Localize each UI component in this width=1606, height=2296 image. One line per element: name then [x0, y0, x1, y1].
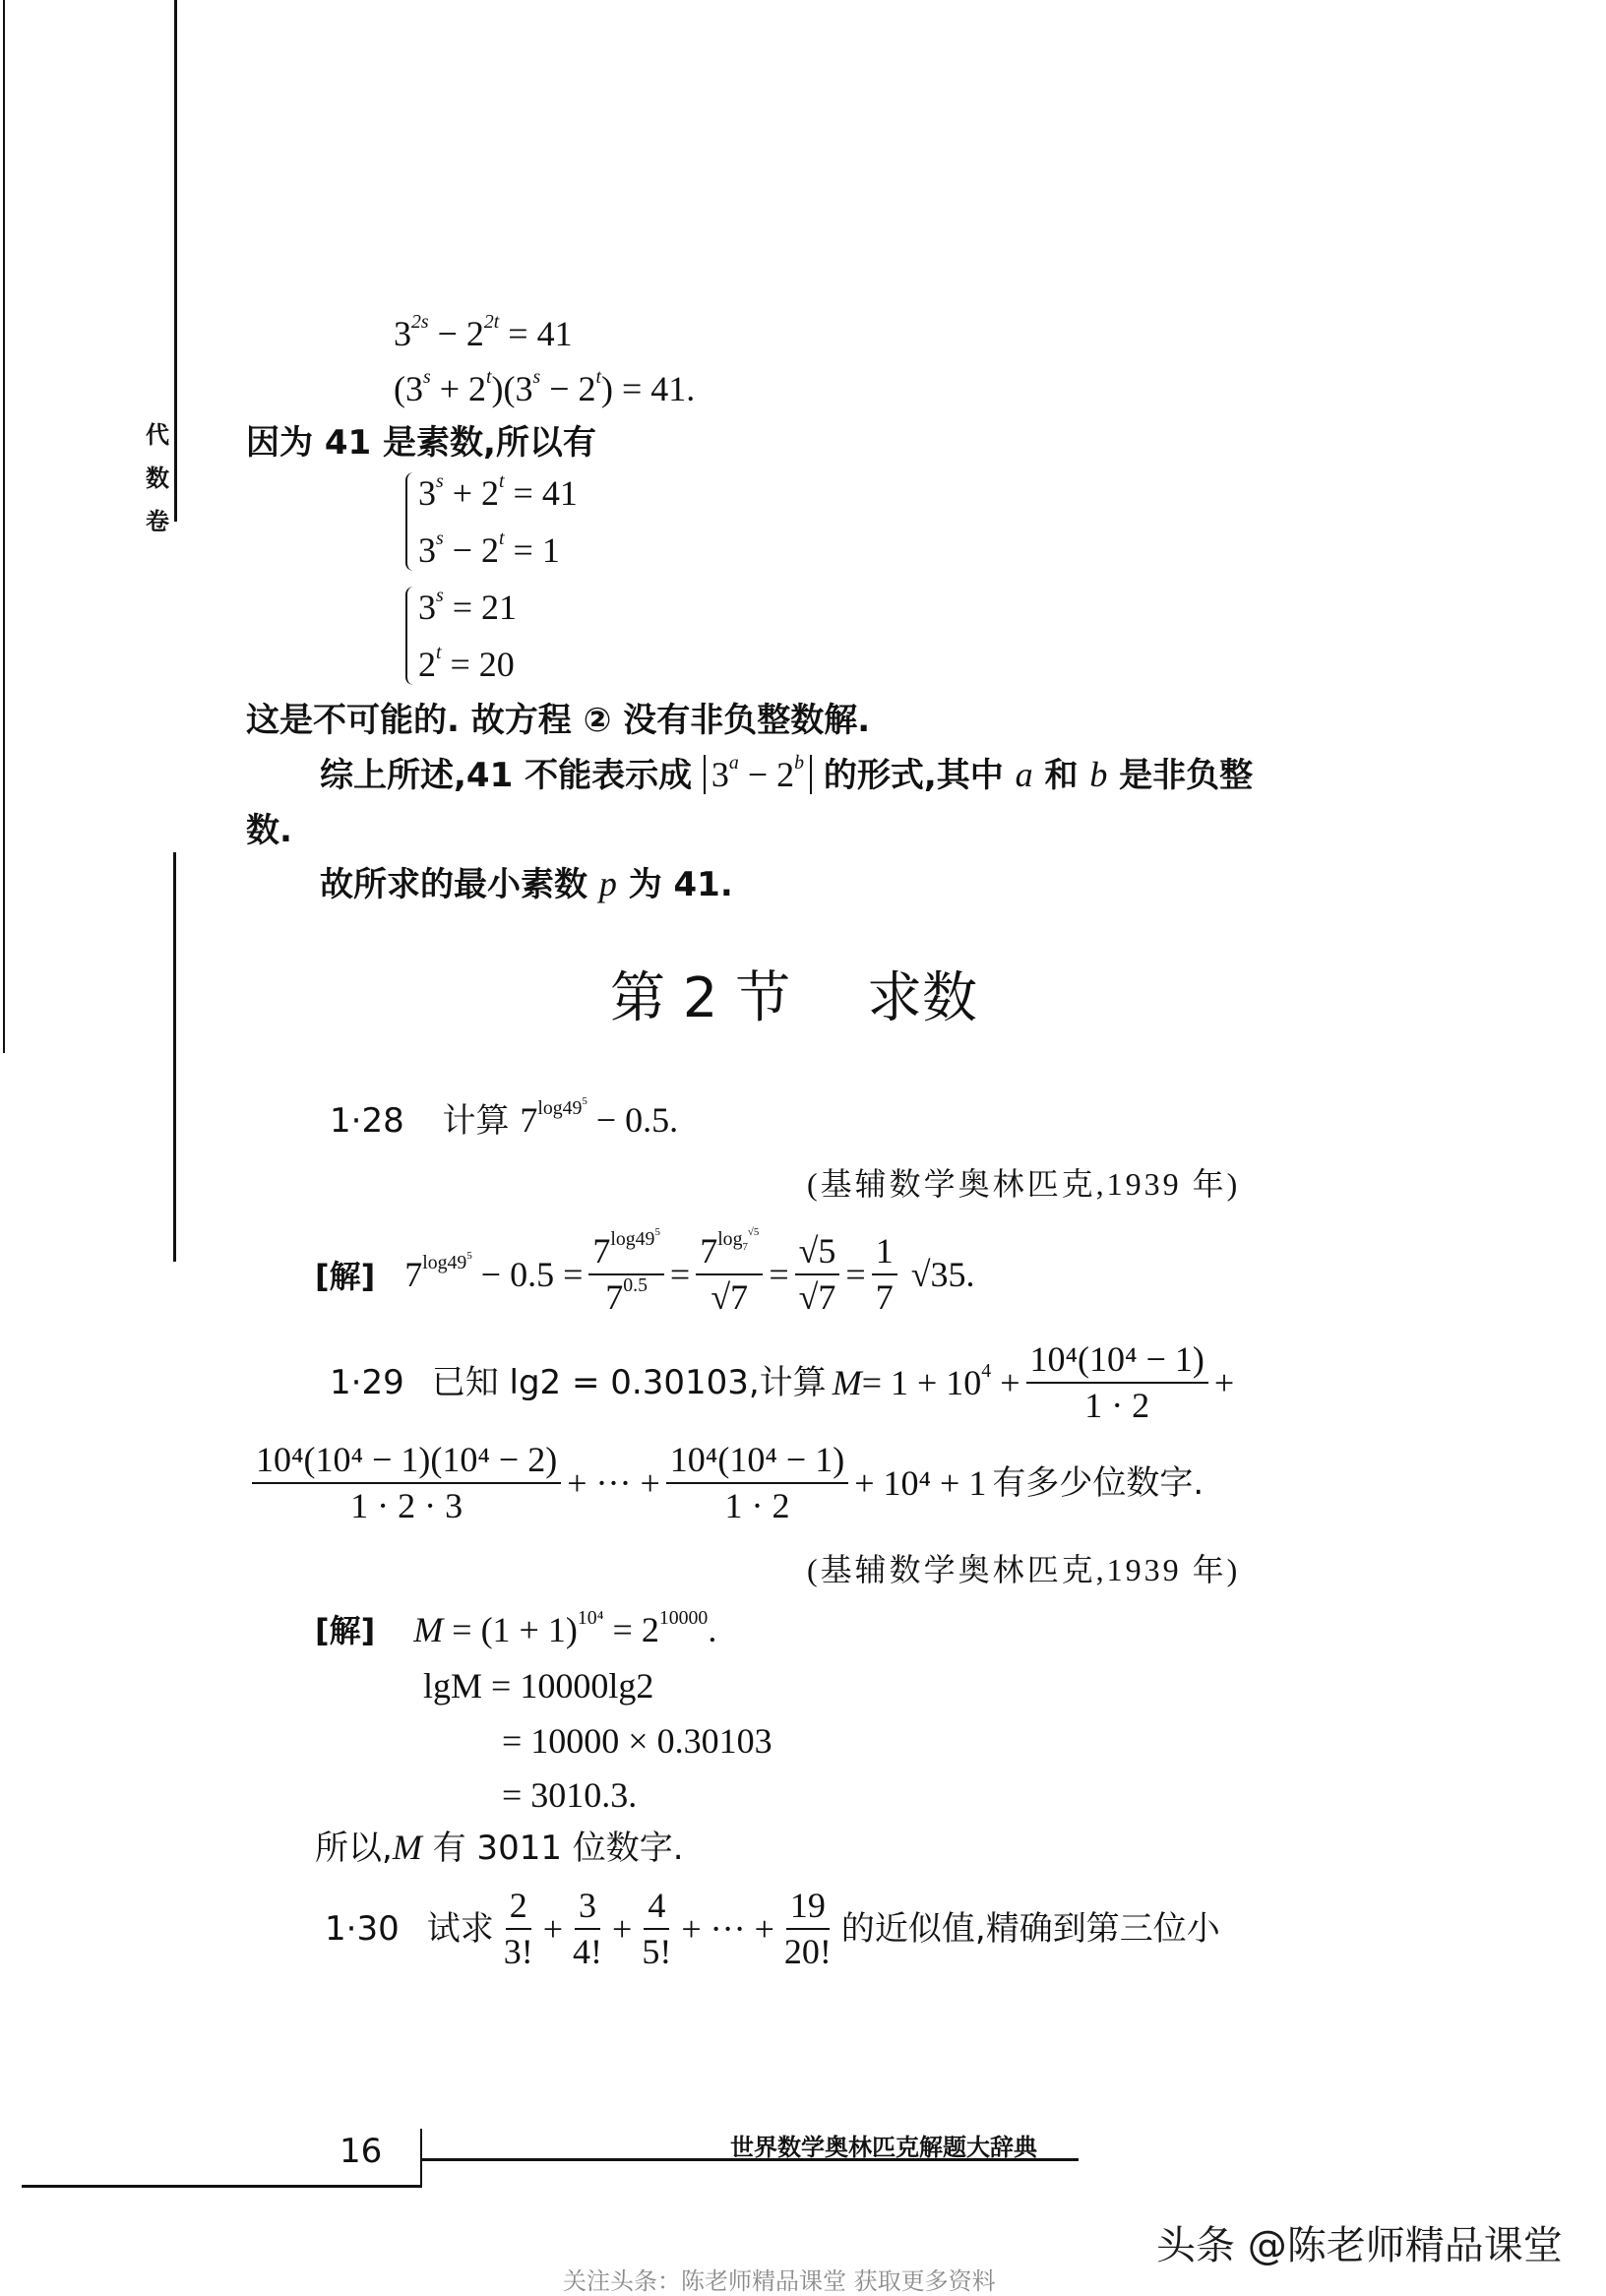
system1-line2: $3^s - 2^t = 1$ [418, 527, 560, 570]
margin-tab-char: 代 [146, 421, 169, 449]
fraction: $\frac{\text{10⁴(10⁴ − 1)}}{1 \cdot 2}$ [666, 1440, 848, 1527]
margin-tab-char: 卷 [146, 508, 169, 535]
fraction: $\frac{3}{4!}$ [573, 1885, 603, 1971]
equation-difference-of-squares: $3^{2s} - 2^{2t} = 41$ [394, 311, 573, 353]
solution-label: [解] [315, 1612, 376, 1649]
because-prime-text: 因为 41 是素数,所以有 [246, 423, 596, 463]
fraction: $\frac{√5}{√7}$ [795, 1231, 840, 1319]
absolute-value-expression: $3^a - 2^b$ [704, 755, 812, 794]
problem-1-30: 1·30 试求 $\frac{2}{3!}$ + $\frac{3}{4!}$ + $\frac{4}{5!}$ + ··· + $\frac{19}{20!}$ 的近似值,精确到第三位小 [325, 1885, 1220, 1971]
solution-1-29-line1: [解] $M = (1 + 1)^{10^4} = 2^{10000}$. [315, 1607, 717, 1649]
fraction: $\frac{7^{log49^5}}{7^{0.5}}$ [588, 1231, 664, 1319]
problem-1-28: 1·28 计算 $7^{log49^5} - 0.5$. [330, 1095, 679, 1141]
problem-source: (基辅数学奥林匹克,1939 年) [807, 1166, 1241, 1202]
equation-factored: $(3^s + 2^t)(3^s - 2^t) = 41$. [394, 366, 696, 408]
solution-label: [解] [315, 1258, 376, 1295]
solution-1-28: [解] $7^{log49^5} - 0.5$ = $\frac{7^{log49^5}}{7^{0.5}}$ = $\frac{7^{log_7^{√5}}}{√7}$ = $\frac{√5}{√7}$ = $\frac{1}{7}$ √35. [315, 1226, 975, 1317]
system2-line1: $3^s = 21$ [418, 585, 518, 627]
solution-1-29-line3: = 10000 × 0.30103 [502, 1721, 772, 1761]
footer-bottom-rule [22, 2185, 422, 2188]
margin-tab-algebra-volume [144, 413, 171, 543]
problem-number: 1·28 [330, 1101, 404, 1141]
summary-line: 综上所述,41 不能表示成 $3^a - 2^b$ 的形式,其中 a 和 b 是非负整 [320, 752, 1254, 795]
fraction: $\frac{1}{7}$ [872, 1231, 897, 1319]
problem-1-29-cont: $\frac{\text{10⁴(10⁴ − 1)(10⁴ − 2)}}{1 \cdot 2 \cdot 3}$ + ··· + $\frac{\text{10⁴(10⁴ − 1)}}{1 \cdot 2}$ + 10⁴ + 1 有多少位数字. [246, 1439, 1204, 1527]
section-title: 第 2 节 求数 [610, 966, 978, 1030]
brace-system-1 [405, 472, 415, 571]
summary-wrap: 数. [246, 811, 292, 850]
margin-rule-top [174, 0, 177, 522]
fraction: $\frac{2}{3!}$ [503, 1885, 533, 1971]
brace-system-2 [405, 587, 415, 685]
promo-text: 关注头条：陈老师精品课堂 获取更多资料 [563, 2267, 996, 2295]
margin-tab-char: 数 [146, 465, 169, 492]
book-title: 世界数学奥林匹克解题大辞典 [730, 2134, 1037, 2161]
margin-rule-bottom [173, 852, 176, 1262]
fraction: $\frac{\text{10⁴(10⁴ − 1)(10⁴ − 2)}}{1 \cdot 2 \cdot 3}$ [252, 1440, 561, 1527]
problem-number: 1·30 [325, 1909, 400, 1949]
author-watermark: 头条 @陈老师精品课堂 [1156, 2223, 1563, 2268]
system1-line1: $3^s + 2^t = 41$ [418, 470, 578, 513]
therefore-line: 所以,M 有 3011 位数字. [315, 1828, 684, 1868]
page-edge-line-outer [3, 0, 5, 1053]
page-number: 16 [340, 2132, 383, 2171]
solution-1-29-line4: = 3010.3. [502, 1775, 638, 1815]
fraction: $\frac{4}{5!}$ [642, 1885, 672, 1971]
problem-1-29: 1·29 已知 lg2 = 0.30103,计算 M = $1 + 10^4$ + $\frac{\text{10⁴(10⁴ − 1)}}{1 \cdot 2}$ + [330, 1338, 1235, 1425]
fraction: $\frac{7^{log_7^{√5}}}{√7}$ [696, 1231, 763, 1319]
conclusion-line: 故所求的最小素数 p 为 41. [320, 864, 733, 904]
problem-source: (基辅数学奥林匹克,1939 年) [807, 1552, 1241, 1587]
impossible-text: 这是不可能的. 故方程 ② 没有非负整数解. [246, 701, 871, 740]
problem-number: 1·29 [330, 1363, 404, 1402]
fraction: $\frac{19}{20!}$ [783, 1885, 832, 1971]
fraction: $\frac{\text{10⁴(10⁴ − 1)}}{1 \cdot 2}$ [1026, 1339, 1208, 1427]
solution-1-29-line2: lgM = 10000lg2 [423, 1666, 654, 1706]
system2-line2: $2^t = 20$ [418, 642, 515, 684]
